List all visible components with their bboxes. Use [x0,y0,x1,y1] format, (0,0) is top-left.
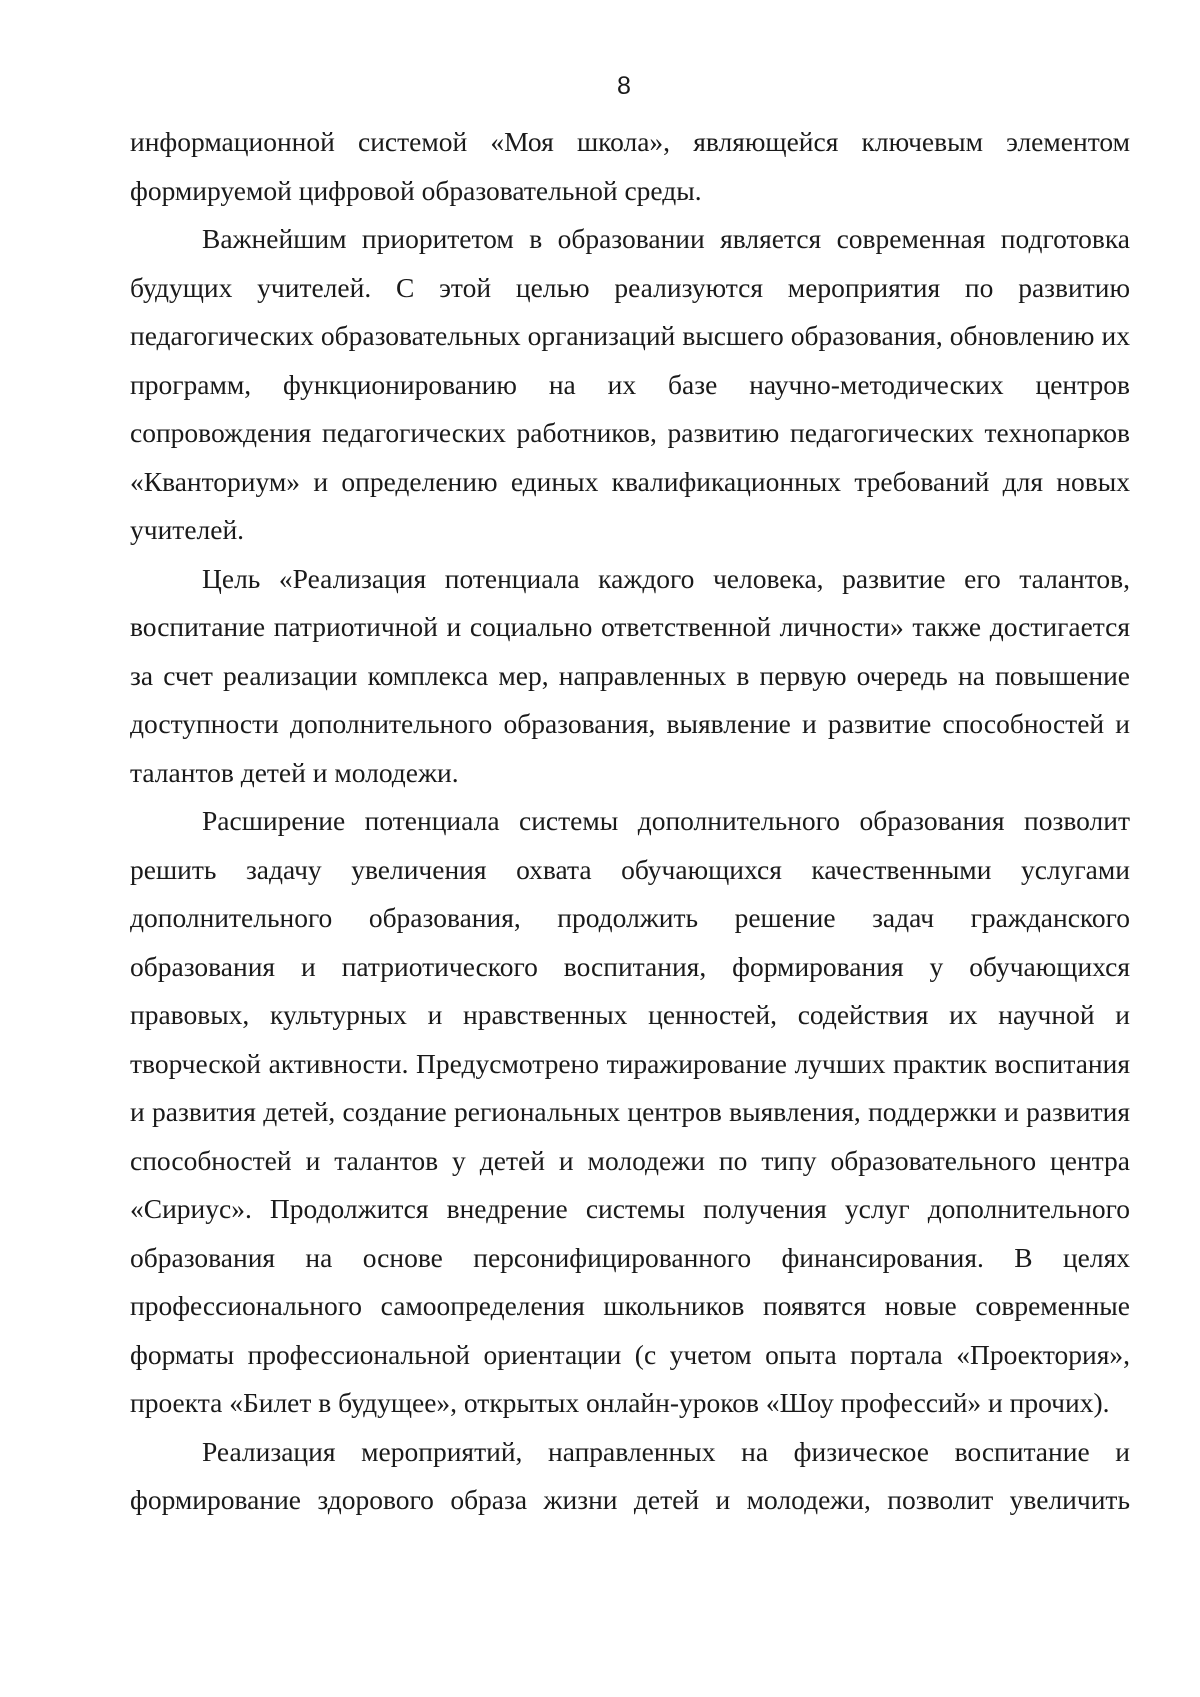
page-number: 8 [617,72,631,100]
document-body [130,118,1130,1525]
paragraph: Важнейшим приоритетом в образовании является современная подготовка будущих учителей. С этой целью реализуются мероприятия по развитию педагогических образовательных организаций высшего образования, обновлению их программ, функционированию на их базе научно-методических центров сопровождения педагогических работников, развитию педагогических технопарков «Кванториум» и определению единых квалификационных требований для новых учителей. [130,223,1130,545]
paragraph: Цель «Реализация потенциала каждого человека, развитие его талантов, воспитание патриотичной и социально ответственной личности» также достигается за счет реализации комплекса мер, направленных в первую очередь на повышение доступности дополнительного образования, выявление и развитие способностей и талантов детей и молодежи. [130,562,1130,788]
paragraph: Реализация мероприятий, направленных на физическое воспитание и формирование здорового образа жизни детей и молодежи, позволит увеличить [130,1435,1130,1515]
paragraph: Расширение потенциала системы дополнительного образования позволит решить задачу увеличения охвата обучающихся качественными услугами дополнительного образования, продолжить решение задач гражданского образования и патриотического воспитания, формирования у обучающихся правовых, культурных и нравственных ценностей, содействия их научной и творческой активности. Предусмотрено тиражирование лучших практик воспитания и развития детей, создание региональных центров выявления, поддержки и развития способностей и талантов у детей и молодежи по типу образовательного центра «Сириус». Продолжится внедрение системы получения услуг дополнительного образования на основе персонифицированного финансирования. В целях профессионального самоопределения школьников появятся новые современные форматы профессиональной ориентации (с учетом опыта портала «Проектория», проекта «Билет в будущее», открытых онлайн-уроков «Шоу профессий» и прочих). [130,805,1130,1418]
paragraph: информационной системой «Моя школа», являющейся ключевым элементом формируемой цифровой образовательной среды. [130,126,1130,206]
